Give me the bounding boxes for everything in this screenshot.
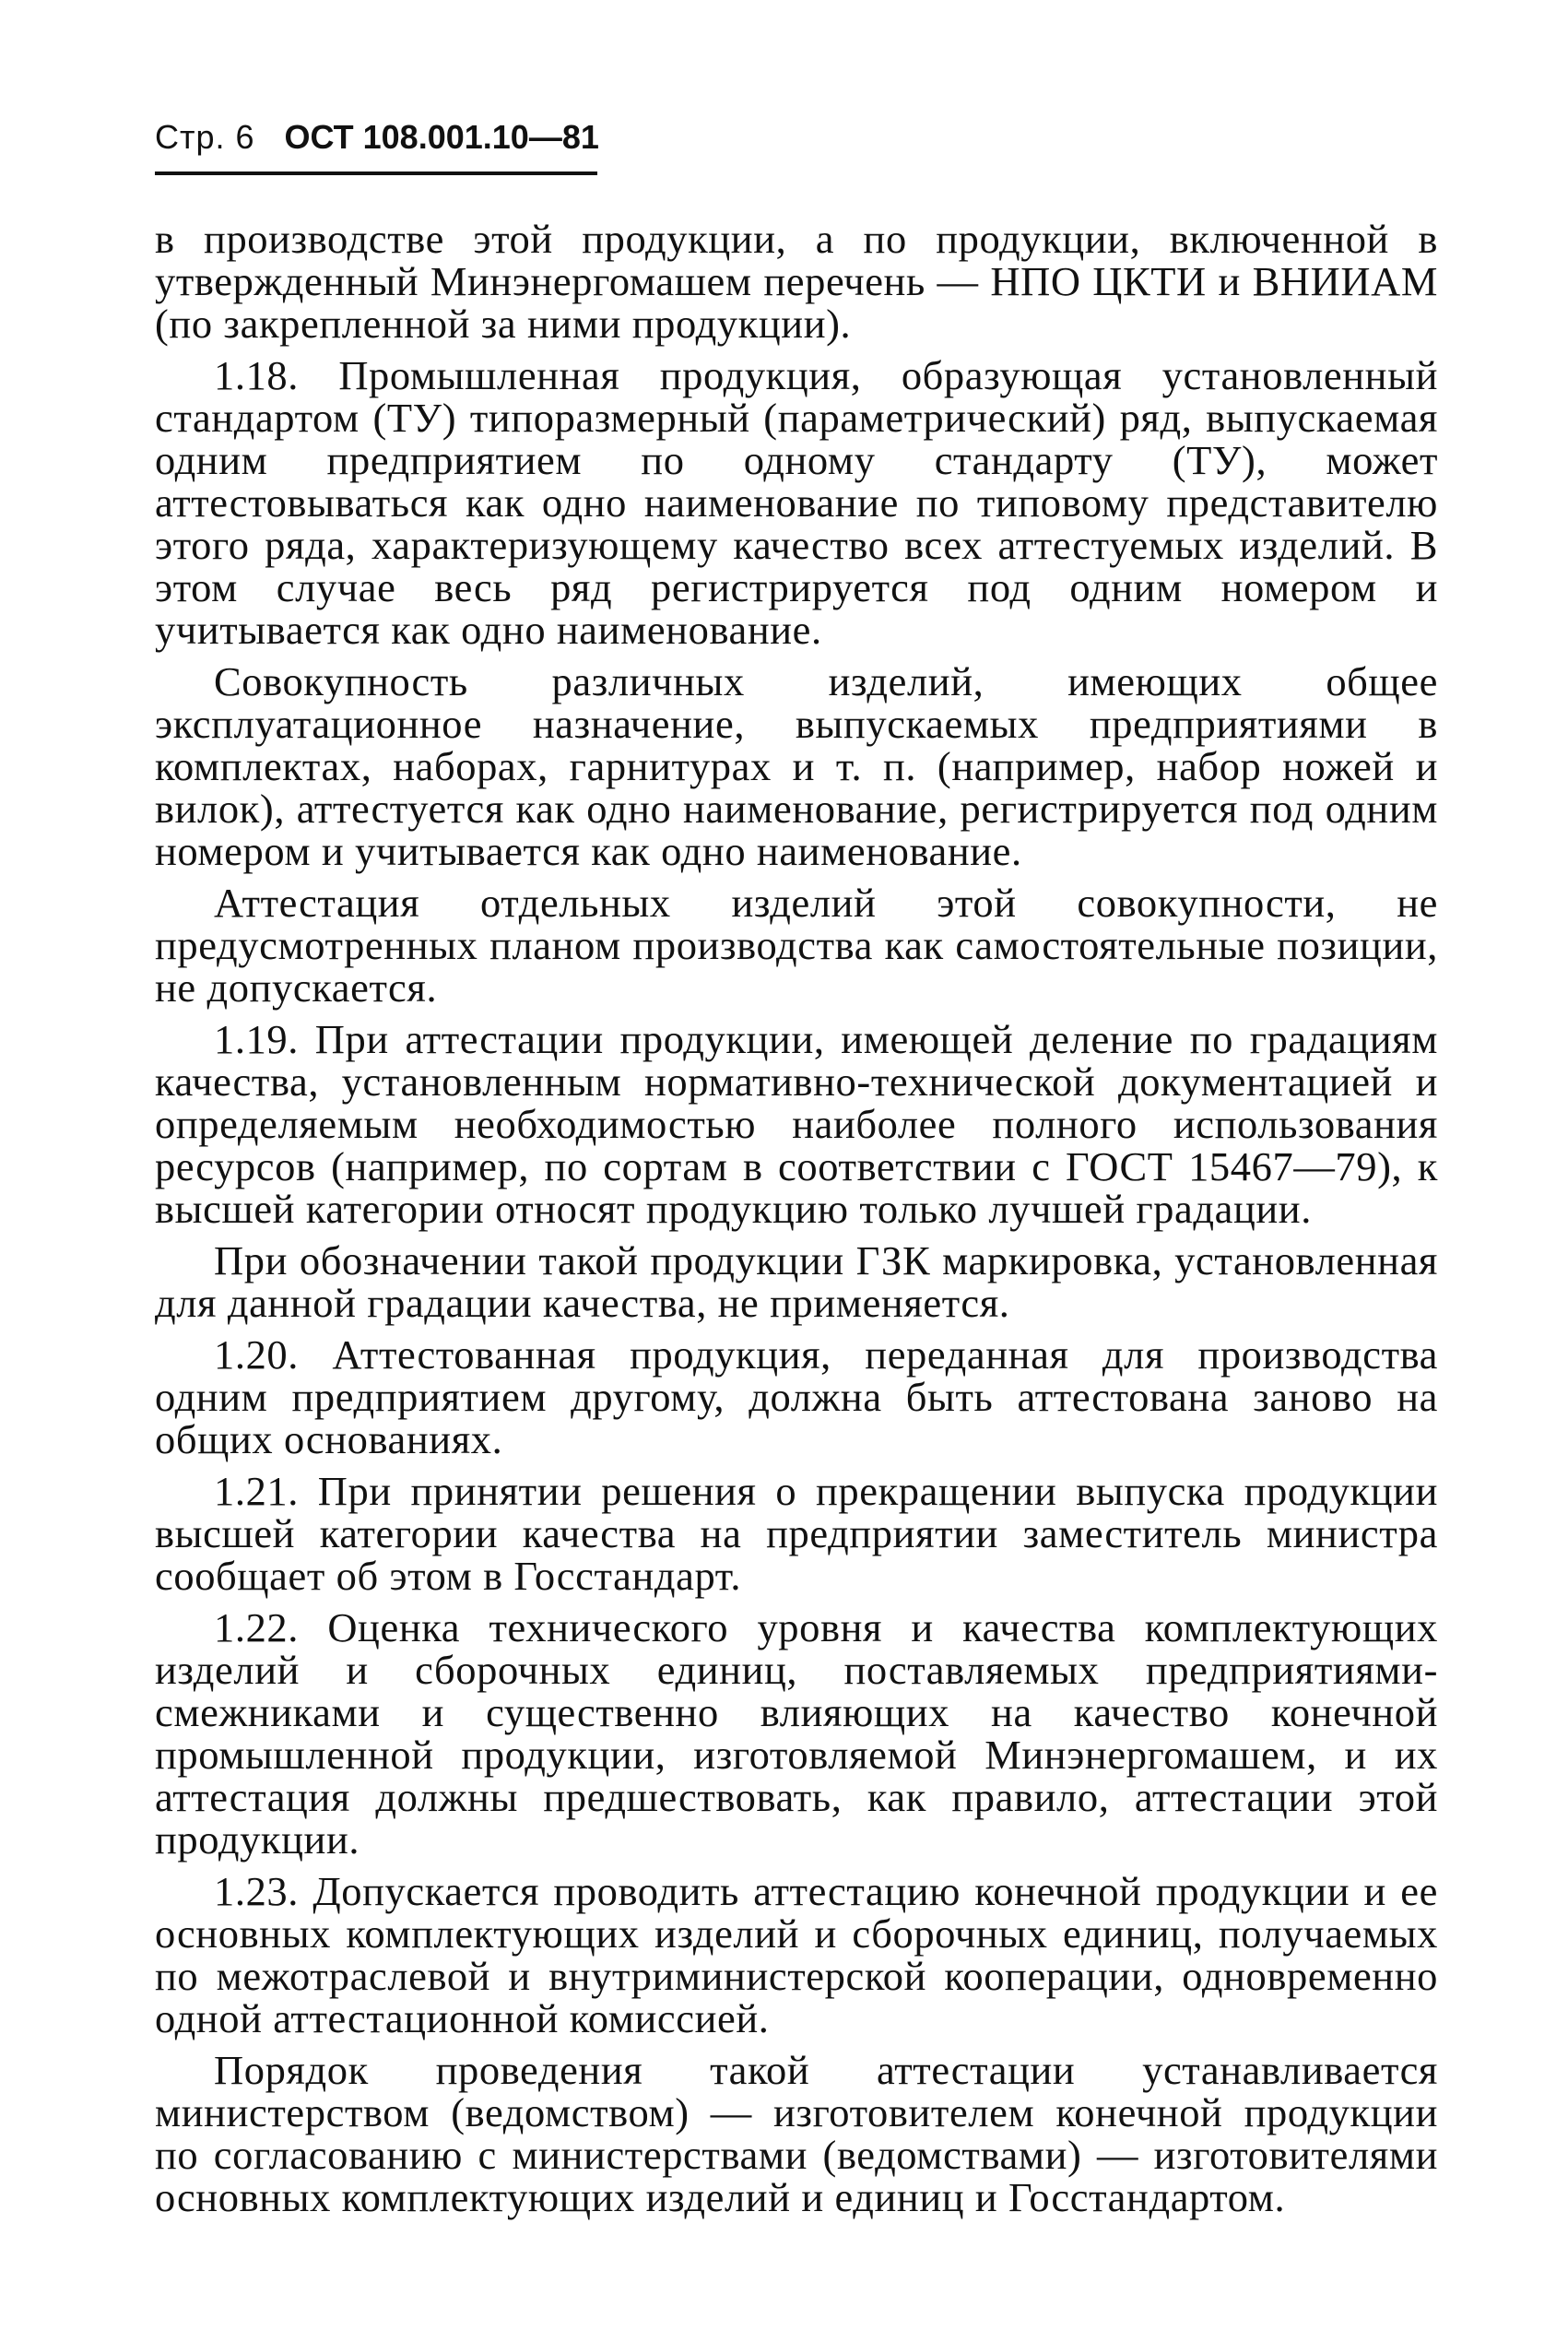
paragraph-1-20: 1.20. Аттестованная продукция, переданная для производства одним предприятием другому, должна быть аттестована заново на общих основаниях. <box>155 1331 1438 1462</box>
paragraph-1-23: 1.23. Допускается проводить аттестацию конечной продукции и ее основных комплектующих изделий и сборочных единиц, получаемых по межотраслевой и внутриминистерской кооперации, одновременно одной аттестационной комиссией. <box>155 1868 1438 2041</box>
paragraph-1-22: 1.22. Оценка технического уровня и качества комплектующих изделий и сборочных единиц, поставляемых предприятиями-смежниками и существенно влияющих на качество конечной промышленной продукции, изготовляемой Минэнергомашем, и их аттестация должны предшествовать, как правило, аттестации этой продукции. <box>155 1604 1438 1863</box>
page-header <box>155 118 597 175</box>
paragraph-1-19: 1.19. При аттестации продукции, имеющей деление по градациям качества, установленным нормативно-технической документацией и определяемым необходимостью наиболее полного использования ресурсов (например, по сортам в соответствии с ГОСТ 15467—79), к высшей категории относят продукцию только лучшей градации. <box>155 1016 1438 1232</box>
paragraph-procedure: Порядок проведения такой аттестации устанавливается министерством (ведомством) — изготовителем конечной продукции по согласованию с министерствами (ведомствами) — изготовителями основных комплектующих изделий и единиц и Госстандартом. <box>155 2047 1438 2220</box>
paragraph-set-of-items: Совокупность различных изделий, имеющих общее эксплуатационное назначение, выпускаемых предприятиями в комплектах, наборах, гарнитурах и т. п. (например, набор ножей и вилок), аттестуется как одно наименование, регистрируется под одним номером и учитывается как одно наименование. <box>155 658 1438 874</box>
document-body <box>155 218 1438 2228</box>
paragraph-1-21: 1.21. При принятии решения о прекращении выпуска продукции высшей категории качества на предприятии заместитель министра сообщает об этом в Госстандарт. <box>155 1468 1438 1599</box>
paragraph-separate-items: Аттестация отдельных изделий этой совокупности, не предусмотренных планом производства как самостоятельные позиции, не допускается. <box>155 880 1438 1011</box>
paragraph-marking: При обозначении такой продукции ГЗК маркировка, установленная для данной градации качества, не применяется. <box>155 1237 1438 1326</box>
paragraph-1-18: 1.18. Промышленная продукция, образующая установленный стандартом (ТУ) типоразмерный (параметрический) ряд, выпускаемая одним предприятием по одному стандарту (ТУ), может аттестовываться как одно наименование по типовому представителю этого ряда, характеризующему качество всех аттестуемых изделий. В этом случае весь ряд регистрируется под одним номером и учитывается как одно наименование. <box>155 352 1438 653</box>
paragraph-continuation: в производстве этой продукции, а по продукции, включенной в утвержденный Минэнергомашем перечень — НПО ЦКТИ и ВНИИАМ (по закрепленной за ними продукции). <box>155 216 1438 347</box>
document-code: ОСТ 108.001.10—81 <box>284 118 599 156</box>
page-number: Стр. 6 <box>155 118 255 156</box>
